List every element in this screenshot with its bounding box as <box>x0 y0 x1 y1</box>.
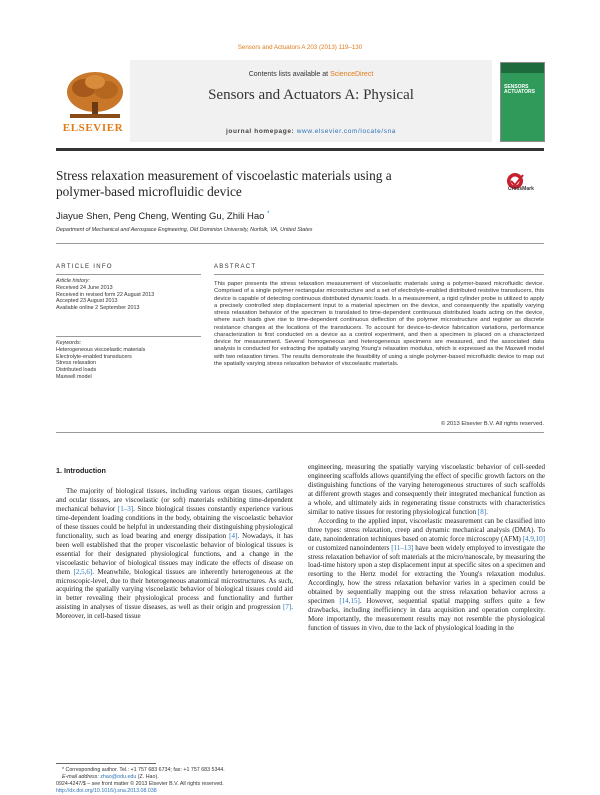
journal-homepage <box>130 128 492 135</box>
intro-text: . However, sequential spatial mapping suffers quite a few drawbacks, including inefficiency in data acquisition and operation complexity. More importantly, the measurement results may not resemble the physiological function of tissues in vivo, due to the lack of physiological loading in the <box>308 597 545 633</box>
author-list <box>56 211 269 222</box>
sciencedirect-link[interactable]: ScienceDirect <box>330 71 374 78</box>
author-names: Jiayue Shen, Peng Cheng, Wenting Gu, Zhili Hao <box>56 211 265 223</box>
intro-text: . Moreover, in cell-based tissue <box>56 603 293 621</box>
email-suffix: (Z. Hao). <box>137 774 159 780</box>
doi-link[interactable]: http://dx.doi.org/10.1016/j.sna.2013.08.038 <box>56 788 157 794</box>
abstract-text: This paper presents the stress relaxation measurement of viscoelastic materials using a polymer-based microfluidic device. Comprised of a single polymer rectangular microstructure and a set of electrolyte-enabled distributed resistive transducers, this device is capable of detecting continuous distributed dynamic loads. In a measurement, a rigid cylinder probe is utilized to apply a precisely controlled step displacement input to a material specimen on the device, and consequently the spatially varying stress relaxation behavior of the specimen is translated to time-dependent continuous distributed loads acting on the device, where such loads give rise to time-dependent continuous deflection of the polymer microstructure and register as discrete resistance changes at the locations of the transducers. To account for device-to-device fabrication variations, performance characterization is first conducted on a device as a control experiment, and then a specimen is placed on a characterized device for measurement. Several homogeneous and heterogeneous specimens are measured, and the associated data analysis is conducted for extracting the spatially varying Young's relaxation modulus, which is expressed as the Maxwell model with two relaxation times. The results demonstrate the feasibility of using a single polymer-based microfluidic device to map out the spatially varying stress relaxation behavior of viscoelastic materials. <box>214 281 544 367</box>
abstract-label: ABSTRACT <box>214 264 257 270</box>
article-info-rule <box>56 274 201 275</box>
history-item: Received in revised form 22 August 2013 <box>56 291 155 298</box>
contents-line <box>130 71 492 78</box>
keywords <box>56 340 201 381</box>
intro-text: or customized nanoindenters <box>308 543 392 552</box>
cover-label: SENSORS ACTUATORS <box>504 84 535 95</box>
keyword-item: Stress relaxation <box>56 360 97 367</box>
citation-link[interactable]: [1–3] <box>117 504 134 513</box>
article-history <box>56 278 201 312</box>
citation-link[interactable]: [14,15] <box>339 597 360 606</box>
front-matter-info <box>56 781 356 795</box>
intro-text: . Since biological tissues constantly experience various time-dependent loading conditions in the body, obtaining the viscoelastic behavior of these tissues could be helpful in understanding their distinguishing physiological functionality, such as load bearing and energy dissipation <box>56 504 294 540</box>
intro-text: . Meanwhile, biological tissues are inherently heterogeneous at the microscopic-level, due to their heterogeneous anatomical microstructures. As such, acquiring the spatially varying viscoelastic behavior of biological tissues could aid in better revealing their physiological process and functionality and further assisting in analyses of tissue diseases, as well as their origin and progression <box>56 567 293 612</box>
intro-text: . <box>486 507 488 516</box>
keywords-heading: Keywords: <box>56 340 82 346</box>
crossmark-label: CrossMark <box>508 186 534 192</box>
citation-link[interactable]: [4,9,10] <box>522 534 545 543</box>
homepage-prefix: journal homepage: <box>225 128 295 135</box>
body-column-right <box>308 463 545 633</box>
article-title: Stress relaxation measurement of viscoelastic materials using a polymer-based microfluidic device <box>56 168 392 199</box>
citation-link[interactable]: [7] <box>283 603 292 612</box>
abstract-end-rule <box>56 432 544 433</box>
intro-text: engineering, measuring the spatially varying viscoelastic behavior of cell-seeded engineering scaffolds allows quantifying the effect of specific growth factors on the distinguishing functions of the varying heterogeneous structures of such scaffolds at different growth stages and consequently their integrated mechanical function as a whole, and ultimately aids in regenerating tissue constructs with characteristics similar to native tissues for restoring physiological function <box>308 463 545 516</box>
intro-text: According to the applied input, viscoelastic measurement can be classified into three types: stress relaxation, creep and dynamic mechanical analysis (DMA). To date, nanoindentation techniques based on atomic force microscopy (AFM) <box>308 516 545 543</box>
body-column-left <box>56 487 293 621</box>
corresponding-author-note: * Corresponding author. Tel.: +1 757 683 6734; fax: +1 757 683 5344. <box>62 767 225 773</box>
intro-text: . Nowadays, it has been well established that the proper viscoelastic behavior of biological tissues is essential for their designated physiological functions, and a change in the viscoelastic behavior of biological tissues may indicate the effects of disease on them <box>56 531 293 576</box>
cover-top-band <box>501 63 544 73</box>
abstract-rule <box>214 274 544 275</box>
homepage-link[interactable]: www.elsevier.com/locate/sna <box>296 128 397 135</box>
issn-line: 0924-4247/$ – see front matter © 2013 Elsevier B.V. All rights reserved. <box>56 781 224 787</box>
citation-link[interactable]: [4] <box>229 531 238 540</box>
journal-cover-thumbnail <box>500 62 545 142</box>
keyword-item: Distributed loads <box>56 367 97 374</box>
affiliation: Department of Mechanical and Aerospace Engineering, Old Dominion University, Norfolk, VA, United States <box>56 227 313 233</box>
keyword-item: Maxwell model <box>56 373 92 380</box>
section-heading-introduction: 1. Introduction <box>56 466 106 475</box>
article-info-label: ARTICLE INFO <box>56 264 113 270</box>
email-link[interactable]: zhao@odu.edu <box>100 774 137 780</box>
intro-paragraph <box>308 463 545 517</box>
keyword-item: Heterogeneous viscoelastic materials <box>56 346 146 353</box>
history-heading: Article history: <box>56 278 90 284</box>
keywords-rule <box>56 336 201 337</box>
email-note <box>62 774 292 781</box>
journal-title: Sensors and Actuators A: Physical <box>208 87 414 103</box>
intro-paragraph <box>308 517 545 633</box>
citation-link[interactable]: [2,5,6] <box>73 567 93 576</box>
citation-link[interactable]: [8] <box>477 507 487 516</box>
affiliation-rule <box>56 243 544 244</box>
corresponding-author-mark[interactable]: * <box>267 211 270 217</box>
email-label: E-mail address: <box>62 774 99 780</box>
journal-reference: Sensors and Actuators A 203 (2013) 119–130 <box>237 44 363 51</box>
header-rule <box>56 148 544 151</box>
abstract-copyright: © 2013 Elsevier B.V. All rights reserved. <box>440 421 544 427</box>
history-item: Received 24 June 2013 <box>56 284 113 291</box>
history-item: Accepted 23 August 2013 <box>56 298 118 305</box>
contents-prefix: Contents lists available at <box>248 71 329 78</box>
citation-link[interactable]: [11–13] <box>391 543 414 552</box>
intro-text: have been widely employed to investigate the stress relaxation behavior of soft materials at the micro/nanoscale, by measuring the load-time history upon a step displacement input at specific sites on a specimen and resorting to the Hertz model for extracting the Young's relaxation modulus. Accordingly, how the stress relaxation behavior varies in a specimen could be obtained by sequentially mapping out the stress relaxation behavior across a specimen <box>308 543 545 606</box>
publisher-name: ELSEVIER <box>62 122 124 134</box>
keyword-item: Electrolyte-enabled transducers <box>56 353 132 360</box>
history-item: Available online 2 September 2013 <box>56 305 140 312</box>
footnote-rule <box>56 763 156 764</box>
footnotes <box>62 767 292 781</box>
intro-text: The majority of biological tissues, including various organ tissues, cartilages and ocular tissues, are viscoelastic (or soft) materials exhibiting time-dependent mechanical behavior <box>56 487 293 513</box>
